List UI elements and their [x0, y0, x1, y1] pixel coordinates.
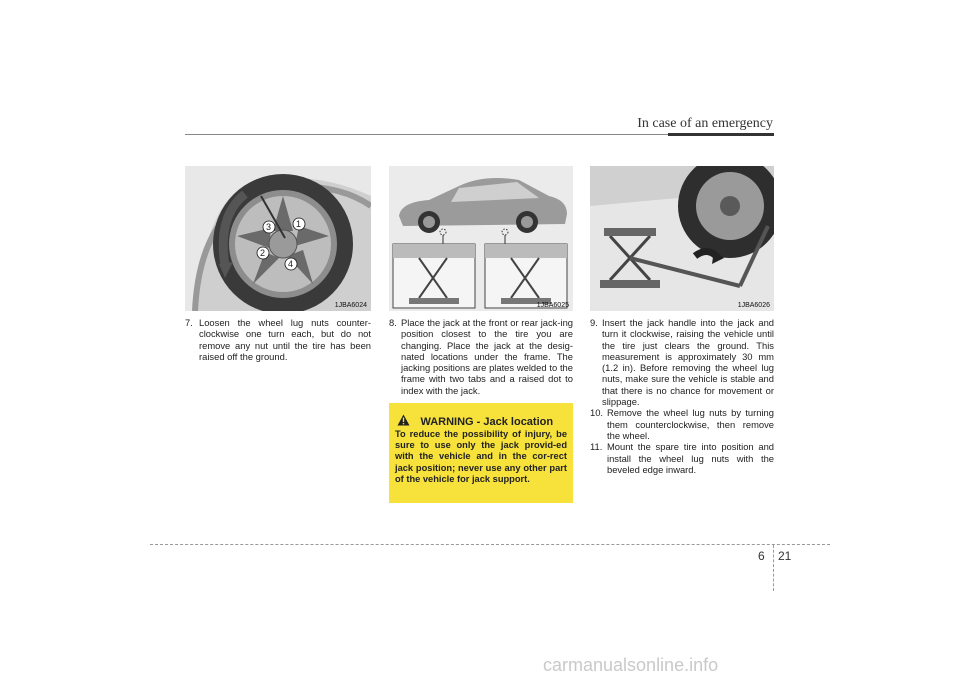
callout-2: 2: [260, 248, 266, 258]
step-text: Remove the wheel lug nuts by turning them counterclockwise, then remove the wheel.: [607, 407, 774, 441]
jack-handle-illustration: [590, 166, 774, 311]
watermark: carmanualsonline.info: [543, 655, 719, 675]
figure-jack-handle: [590, 166, 774, 311]
warning-title: WARNING - Jack location: [420, 416, 554, 428]
step-number: 10.: [590, 407, 604, 419]
callout-3: 3: [266, 222, 272, 232]
figure-code: 1JBA6026: [737, 302, 770, 309]
step-text: Insert the jack handle into the jack and turn it clockwise, raising the vehicle until the tire just clears the ground. This measurement is approximately 30 mm (1.2 in). Before removing the wheel lug nuts, make sure the vehicle is stable and that there is no chance for movement or slippage.: [602, 317, 774, 408]
warning-box: [389, 403, 573, 503]
steps-column-3: [590, 317, 774, 475]
warning-triangle-icon: [397, 414, 410, 426]
figure-code: 1JBA6025: [536, 302, 569, 309]
wheel-illustration: [185, 166, 371, 311]
page-number: 21: [778, 549, 792, 563]
step-text: Place the jack at the front or rear jack-ing position closest to the tire you are changing. Place the jack at the desig-nated locations under the frame. The jacking positions are plates welded to the frame with two tabs and a raised dot to index with the jack.: [401, 317, 573, 396]
step-8: [389, 317, 573, 396]
callout-1: 1: [296, 219, 302, 229]
figure-code: 1JBA6024: [334, 302, 367, 309]
step-number: 8.: [389, 317, 397, 328]
section-title: In case of an emergency: [637, 116, 773, 131]
footer-divider: [773, 545, 774, 591]
step-10: [590, 407, 774, 441]
step-number: 7.: [185, 317, 193, 328]
figure-lug-nuts: [185, 166, 371, 311]
figure-jack-positions: [389, 166, 573, 311]
chapter-number: 6: [758, 549, 765, 563]
step-number: 11.: [590, 441, 603, 453]
footer-rule: [150, 544, 830, 545]
step-9: [590, 317, 774, 407]
step-7: [185, 317, 371, 362]
step-11: [590, 441, 774, 475]
warning-header: [395, 412, 575, 430]
header-rule-accent: [668, 133, 774, 136]
warning-text: To reduce the possibility of injury, be sure to use only the jack provid-ed with the vehicle and in the cor-rect jack position; never use any other part of the vehicle for jack support.: [395, 429, 567, 484]
car-illustration: [389, 166, 573, 311]
step-text: Loosen the wheel lug nuts counter-clockwise one turn each, but do not remove any nut until the tire has been raised off the ground.: [199, 317, 371, 362]
step-text: Mount the spare tire into position and install the wheel lug nuts with the beveled edge inward.: [607, 441, 774, 475]
step-number: 9.: [590, 317, 598, 328]
callout-4: 4: [288, 259, 294, 269]
